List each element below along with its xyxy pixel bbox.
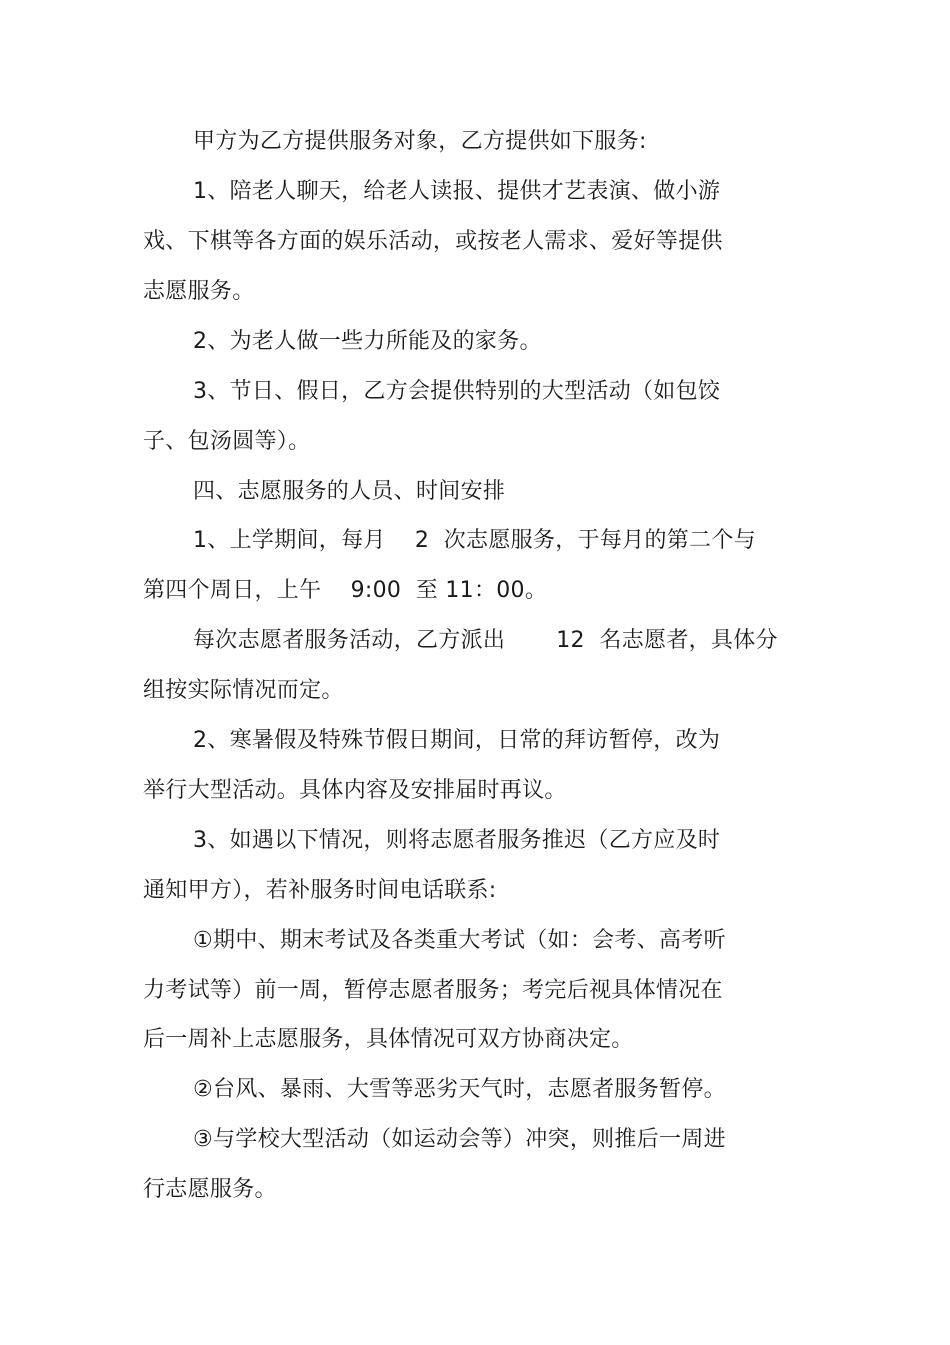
section-heading-4: 四、志愿服务的人员、时间安排 <box>193 479 506 504</box>
service-item-1-line-3: 志愿服务。 <box>143 279 255 304</box>
exception-3-line-2: 行志愿服务。 <box>143 1177 277 1202</box>
exception-1-line-2: 力考试等）前一周，暂停志愿者服务；考完后视具体情况在 <box>143 978 723 1003</box>
exception-1-line-3: 后一周补上志愿服务，具体情况可双方协商决定。 <box>143 1027 634 1052</box>
schedule-item-3-line-2: 通知甲方），若补服务时间电话联系: <box>143 878 497 903</box>
paragraph-intro: 甲方为乙方提供服务对象，乙方提供如下服务: <box>193 129 647 154</box>
schedule-item-1-line-2: 第四个周日，上午 9:00 至 11：00。 <box>143 578 548 603</box>
volunteer-count-line-1: 每次志愿者服务活动，乙方派出 12 名志愿者，具体分 <box>193 628 778 653</box>
service-item-3-line-2: 子、包汤圆等）。 <box>143 429 311 454</box>
exception-2: ②台风、暴雨、大雪等恶劣天气时，志愿者服务暂停。 <box>193 1077 726 1102</box>
schedule-item-2-line-2: 举行大型活动。具体内容及安排届时再议。 <box>143 778 567 803</box>
service-item-3-line-1: 3、节日、假日，乙方会提供特别的大型活动（如包饺 <box>193 379 721 404</box>
volunteer-count-line-2: 组按实际情况而定。 <box>143 678 344 703</box>
service-item-1-line-2: 戏、下棋等各方面的娱乐活动，或按老人需求、爱好等提供 <box>143 229 723 254</box>
schedule-item-3-line-1: 3、如遇以下情况，则将志愿者服务推迟（乙方应及时 <box>193 828 721 853</box>
service-item-1-line-1: 1、陪老人聊天，给老人读报、提供才艺表演、做小游 <box>193 179 721 204</box>
schedule-item-2-line-1: 2、寒暑假及特殊节假日期间，日常的拜访暂停，改为 <box>193 728 721 753</box>
schedule-item-1-line-1: 1、上学期间，每月 2 次志愿服务，于每月的第二个与 <box>193 528 756 553</box>
exception-1-line-1: ①期中、期末考试及各类重大考试（如：会考、高考听 <box>193 928 726 953</box>
exception-3-line-1: ③与学校大型活动（如运动会等）冲突，则推后一周进 <box>193 1127 726 1152</box>
service-item-2: 2、为老人做一些力所能及的家务。 <box>193 329 542 354</box>
